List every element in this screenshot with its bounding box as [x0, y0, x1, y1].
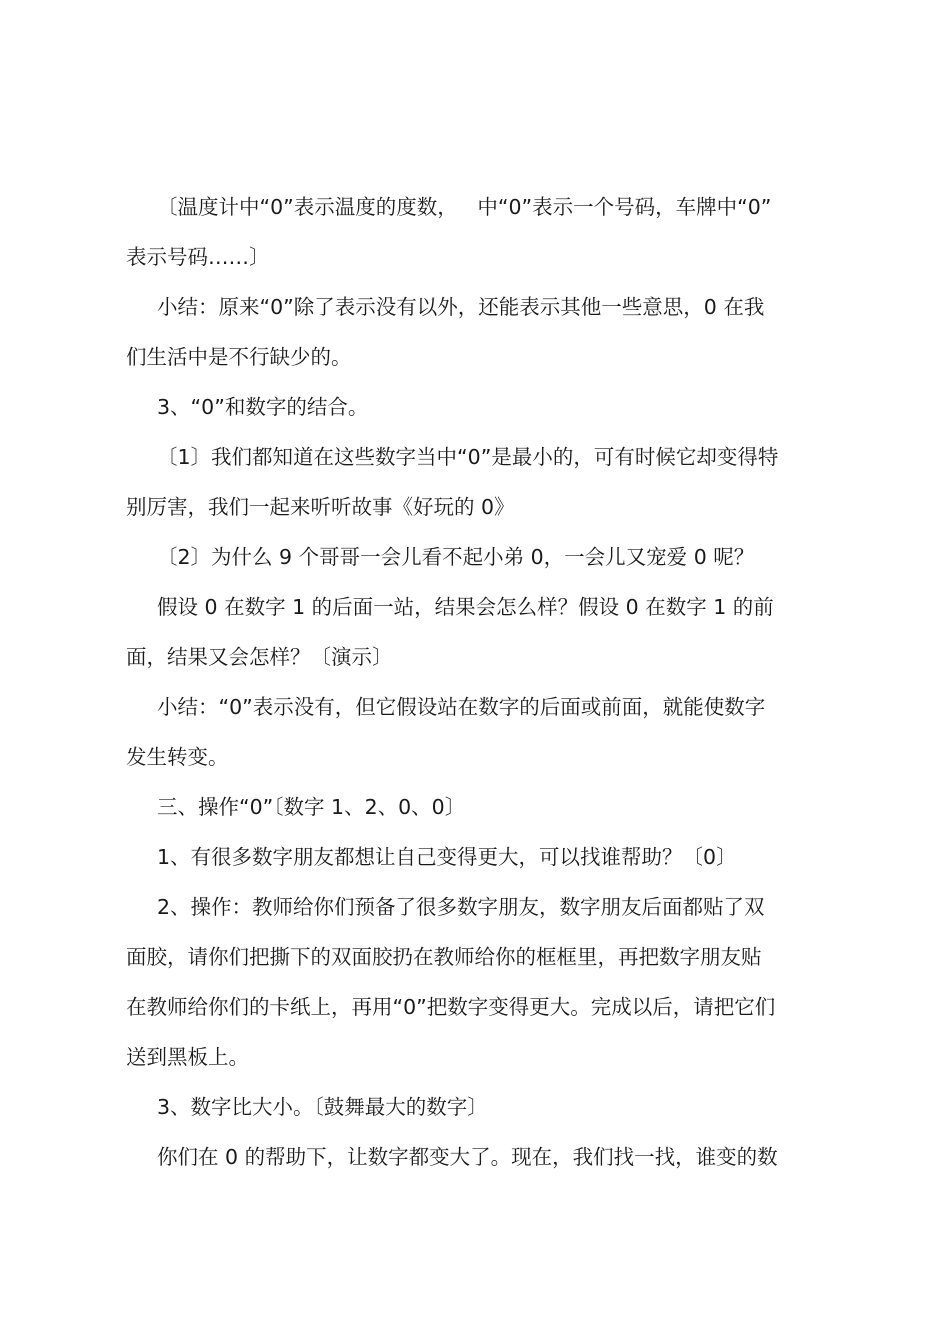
text-line: 发生转变。	[126, 745, 229, 769]
text-line: 你们在 0 的帮助下，让数字都变大了。现在，我们找一找，谁变的数	[157, 1145, 778, 1169]
text-line: 们生活中是不行缺少的。	[126, 345, 352, 369]
document-body	[126, 182, 832, 1182]
text-line: 3、“0”和数字的结合。	[157, 395, 369, 419]
text-line: 2、操作：教师给你们预备了很多数字朋友，数字朋友后面都贴了双	[157, 895, 765, 919]
text-line: 面胶，请你们把撕下的双面胶扔在教师给你的框框里，再把数字朋友贴	[126, 945, 762, 969]
text-line: 〔2〕为什么 9 个哥哥一会儿看不起小弟 0，一会儿又宠爱 0 呢？	[157, 545, 755, 569]
text-line: 面，结果又会怎样？〔演示〕	[126, 645, 393, 669]
text-line: 1、有很多数字朋友都想让自己变得更大，可以找谁帮助？〔0〕	[157, 845, 737, 869]
text-line: 送到黑板上。	[126, 1045, 249, 1069]
text-line: 〔温度计中“0”表示温度的度数， 中“0”表示一个号码，车牌中“0”	[157, 195, 772, 219]
text-line: 别厉害，我们一起来听听故事《好玩的 0》	[126, 495, 515, 519]
text-line: 表示号码……〕	[126, 245, 270, 269]
text-line: 在教师给你们的卡纸上，再用“0”把数字变得更大。完成以后，请把它们	[126, 995, 776, 1019]
text-line: 假设 0 在数字 1 的后面一站，结果会怎么样？假设 0 在数字 1 的前	[157, 595, 774, 619]
text-line: 3、数字比大小。〔鼓舞最大的数字〕	[157, 1095, 488, 1119]
text-line: 小结：原来“0”除了表示没有以外，还能表示其他一些意思，0 在我	[157, 295, 765, 319]
text-line: 小结：“0”表示没有，但它假设站在数字的后面或前面，就能使数字	[157, 695, 766, 719]
text-line: 三、操作“0”〔数字 1、2、0、0〕	[157, 795, 466, 819]
text-line: 〔1〕我们都知道在这些数字当中“0”是最小的，可有时候它却变得特	[157, 445, 779, 469]
